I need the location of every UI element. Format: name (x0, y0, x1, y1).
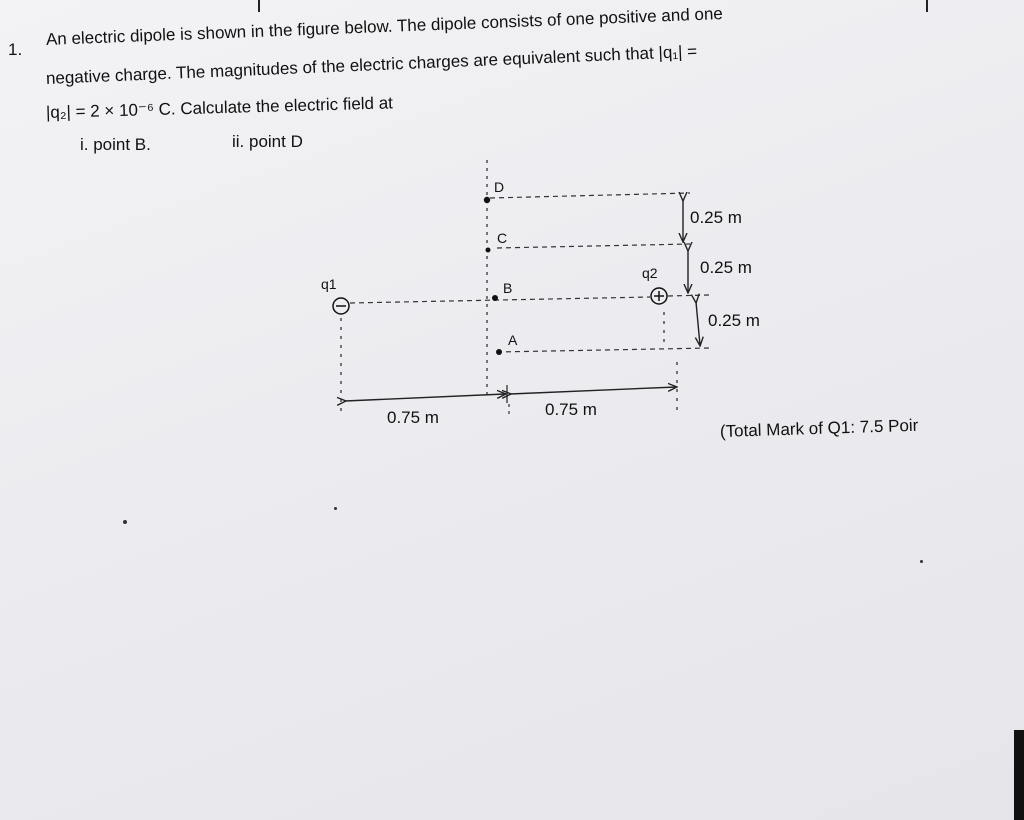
point-c-dot (486, 248, 491, 253)
total-mark-note: (Total Mark of Q1: 7.5 Poir (719, 415, 919, 441)
dipole-axis-line (350, 297, 650, 303)
speck (334, 507, 337, 510)
point-a-dot (496, 349, 502, 355)
dimension-label-cb: 0.25 m (700, 258, 752, 277)
question-number: 1. (8, 40, 23, 59)
question-text-line-2: negative charge. The magnitudes of the electric charges are equivalent such that |q₁| = (45, 41, 698, 88)
dimension-label-ba: 0.25 m (708, 311, 760, 330)
dimension-arrow-ba (696, 302, 700, 345)
q1-label: q1 (321, 276, 337, 292)
sub-question-ii: ii. point D (232, 132, 303, 151)
c-level-line (497, 244, 690, 248)
point-d-label: D (494, 179, 505, 195)
dimension-arrow-right (510, 387, 676, 394)
dimension-label-right: 0.75 m (545, 400, 597, 419)
point-d-dot (484, 197, 490, 203)
dimension-label-left: 0.75 m (387, 408, 439, 427)
sub-question-i: i. point B. (80, 135, 151, 154)
point-a-label: A (508, 332, 518, 348)
point-c-label: C (497, 230, 508, 246)
point-b-label: B (503, 280, 513, 296)
question-text-line-3: |q₂| = 2 × 10⁻⁶ C. Calculate the electric field at (45, 93, 394, 122)
question-text-line-1: An electric dipole is shown in the figure below. The dipole consists of one positive and one (45, 4, 724, 49)
speck (123, 520, 127, 524)
dimension-label-dc: 0.25 m (690, 208, 742, 227)
dimension-arrow-left (345, 394, 505, 401)
q2-label: q2 (642, 265, 658, 281)
page-edge-mark (1014, 730, 1024, 820)
d-level-line (490, 193, 690, 198)
point-b-dot (492, 295, 498, 301)
q2-right-line (668, 295, 710, 296)
a-level-line (497, 348, 710, 352)
speck (920, 560, 923, 563)
